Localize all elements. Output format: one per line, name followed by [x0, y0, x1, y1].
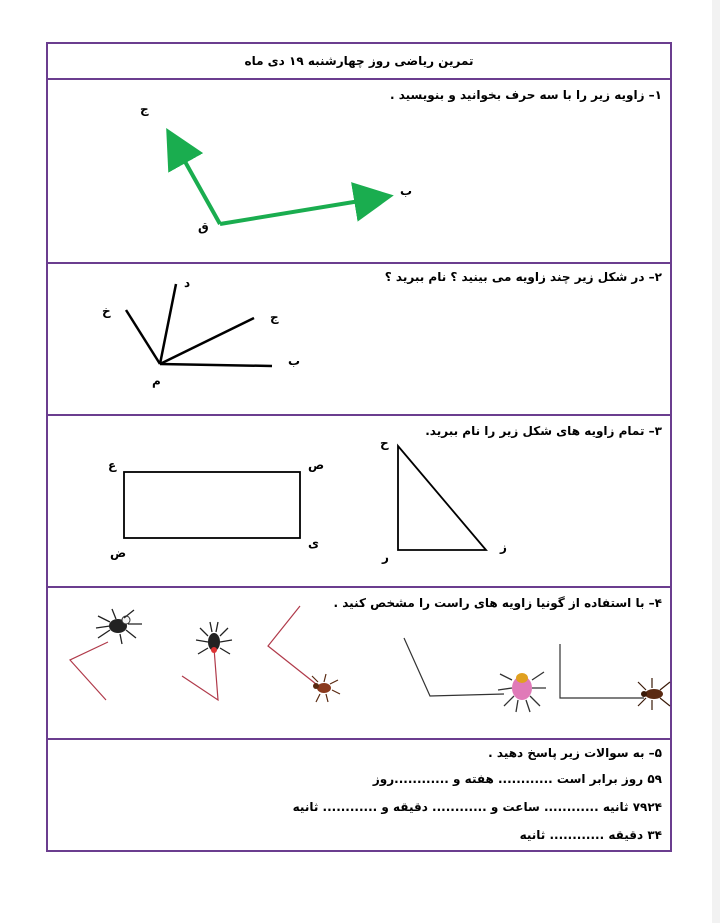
label-vertex: ق	[198, 220, 209, 234]
rect-label-br: ی	[308, 536, 319, 550]
worksheet-frame	[46, 42, 672, 852]
label-b: ب	[288, 354, 301, 368]
answer-line-1: ۵۹ روز برابر است ............ هفته و ............روز	[372, 772, 662, 786]
question-5	[48, 740, 670, 850]
triangle-shape	[398, 446, 486, 550]
question-1-text: ۱– زاویه زیر را با سه حرف بخوانید و بنویسید .	[389, 88, 662, 102]
shapes-diagram-3	[48, 416, 670, 586]
spider-icon	[196, 622, 232, 654]
worksheet-title: تمرین ریاضی روز چهارشنبه ۱۹ دی ماه	[244, 54, 474, 68]
tri-label-top: ح	[380, 436, 389, 450]
label-top-point: ج	[140, 102, 149, 116]
title-row	[48, 44, 670, 80]
question-1	[48, 80, 670, 264]
spider-angle-2	[182, 622, 232, 700]
angle-ray-top	[174, 142, 220, 224]
label-j: ج	[270, 310, 279, 324]
angles-diagram-2	[48, 264, 670, 414]
spider-angle-5	[560, 644, 670, 710]
question-5-text: ۵– به سوالات زیر پاسخ دهید .	[488, 746, 662, 760]
spider-angle-1	[70, 609, 142, 700]
label-m: م	[152, 374, 161, 388]
question-3-text: ۳– تمام زاویه های شکل زیر را نام ببرید.	[425, 424, 662, 438]
spider-icon	[638, 678, 670, 710]
spider-angles-diagram	[48, 588, 670, 738]
ray-b	[160, 364, 272, 366]
tri-label-br: ز	[500, 540, 507, 554]
question-4-text: ۴– با استفاده از گونیا زاویه های راست را مشخص کنید .	[333, 596, 662, 610]
tri-label-bl: ر	[382, 550, 389, 564]
label-d: د	[184, 276, 191, 290]
spider-angle-4	[404, 638, 546, 712]
ray-d	[160, 284, 176, 364]
question-4	[48, 588, 670, 740]
answer-line-2: ۷۹۲۴ ثانیه ............ ساعت و ............ دقیقه و ............ ثانیه	[292, 800, 662, 814]
label-right-point: ب	[400, 184, 413, 198]
spider-icon	[96, 609, 142, 644]
spider-icon	[312, 674, 340, 702]
rect-label-tl: ع	[108, 458, 117, 472]
rectangle-shape	[124, 472, 300, 538]
question-3	[48, 416, 670, 588]
question-2-text: ۲– در شکل زیر چند زاویه می بینید ؟ نام ببرید ؟	[384, 270, 662, 284]
answer-line-3: ۳۴ دقیقه ............ ثانیه	[519, 828, 662, 842]
question-2	[48, 264, 670, 416]
ray-kh	[126, 310, 160, 364]
angle-ray-right	[220, 198, 378, 224]
rect-label-tr: ص	[308, 458, 325, 472]
rect-label-bl: ض	[110, 546, 127, 560]
label-kh: خ	[102, 304, 111, 318]
spider-angle-3	[268, 606, 340, 702]
spider-icon	[498, 672, 546, 712]
ray-j	[160, 318, 254, 364]
